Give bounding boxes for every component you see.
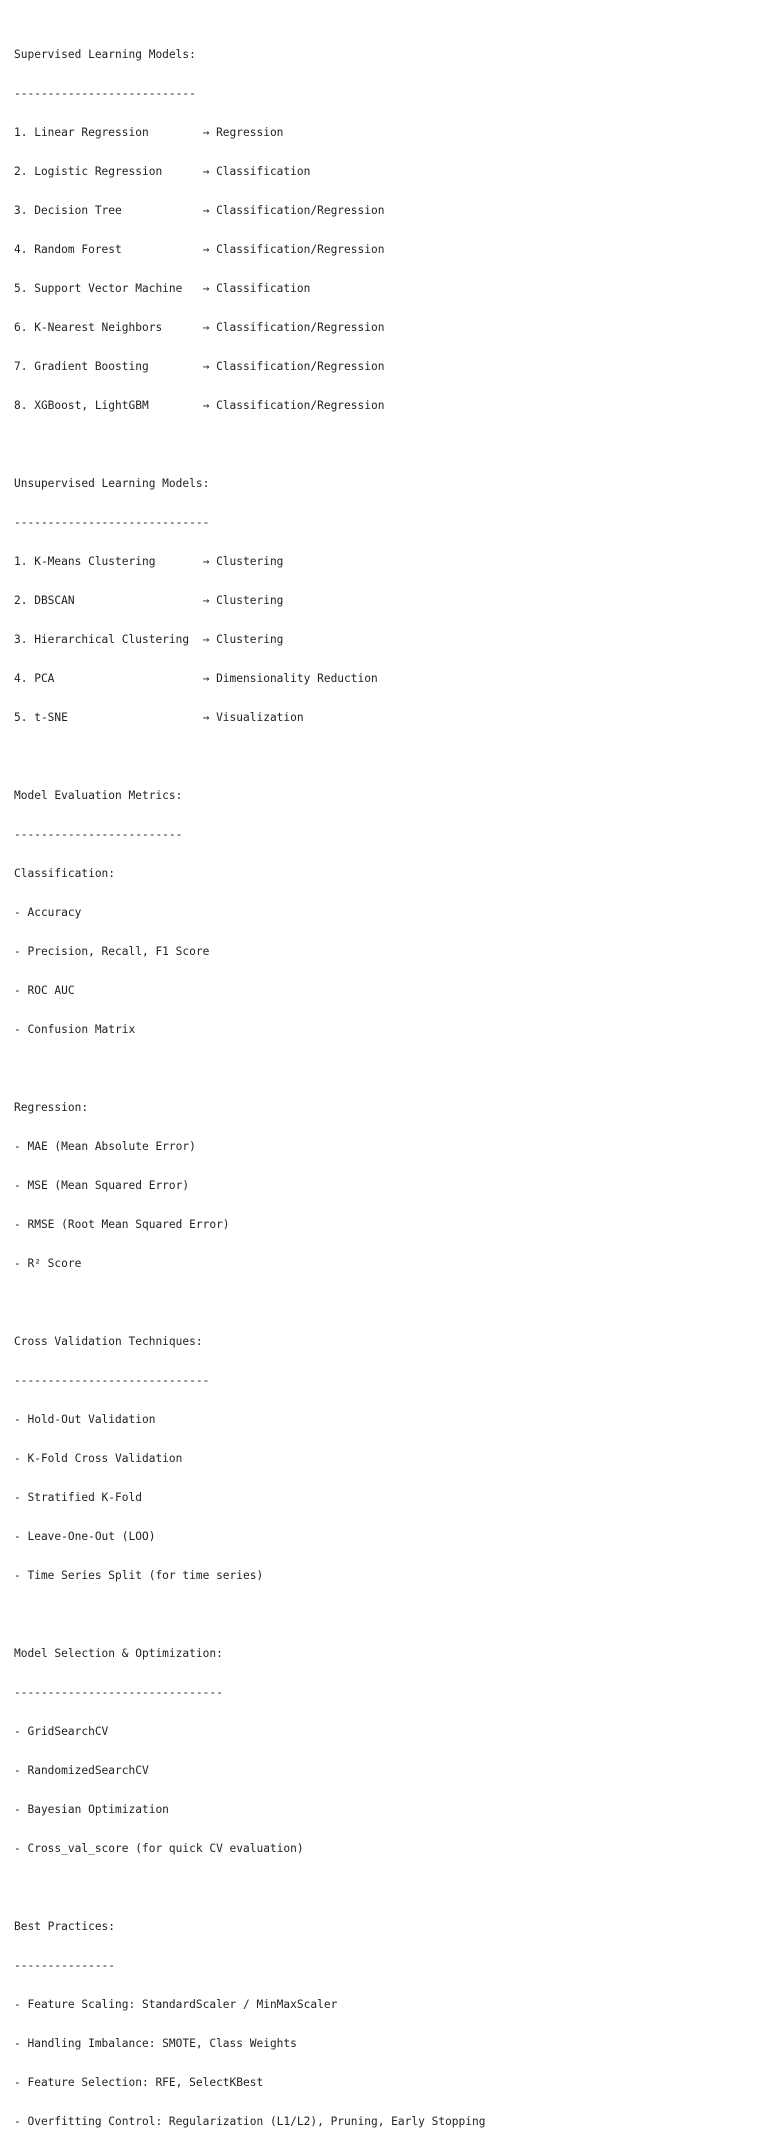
heading-cross-validation: Cross Validation Techniques: [14, 1335, 203, 1348]
heading-unsupervised: Unsupervised Learning Models: [14, 477, 210, 490]
list-item: - Feature Selection: RFE, SelectKBest [14, 2076, 264, 2089]
blank-line [14, 1881, 485, 1894]
list-item: - Time Series Split (for time series) [14, 1569, 264, 1582]
list-item: - Precision, Recall, F1 Score [14, 945, 210, 958]
divider: ----------------------------- [14, 516, 210, 529]
list-item: - GridSearchCV [14, 1725, 109, 1738]
list-item: 2. DBSCAN → Clustering [14, 594, 284, 607]
list-item: 7. Gradient Boosting → Classification/Regression [14, 360, 385, 373]
heading-model-selection: Model Selection & Optimization: [14, 1647, 223, 1660]
list-item: - Handling Imbalance: SMOTE, Class Weights [14, 2037, 297, 2050]
list-item: - RMSE (Root Mean Squared Error) [14, 1218, 230, 1231]
list-item: 3. Hierarchical Clustering → Clustering [14, 633, 284, 646]
list-item: - RandomizedSearchCV [14, 1764, 149, 1777]
list-item: - Confusion Matrix [14, 1023, 136, 1036]
subheading-classification: Classification: [14, 867, 116, 880]
blank-line [14, 438, 485, 451]
blank-line [14, 750, 485, 763]
list-item: - K-Fold Cross Validation [14, 1452, 183, 1465]
ml-cheatsheet-text [14, 22, 485, 2141]
subheading-regression: Regression: [14, 1101, 89, 1114]
list-item: 1. K-Means Clustering → Clustering [14, 555, 284, 568]
divider: ----------------------------- [14, 1374, 210, 1387]
divider: --------------------------- [14, 87, 196, 100]
list-item: 5. t-SNE → Visualization [14, 711, 304, 724]
list-item: - Cross_val_score (for quick CV evaluation) [14, 1842, 304, 1855]
list-item: - MSE (Mean Squared Error) [14, 1179, 190, 1192]
blank-line [14, 1608, 485, 1621]
blank-line [14, 1062, 485, 1075]
list-item: 4. Random Forest → Classification/Regression [14, 243, 385, 256]
list-item: 6. K-Nearest Neighbors → Classification/Regression [14, 321, 385, 334]
list-item: - Stratified K-Fold [14, 1491, 142, 1504]
heading-supervised: Supervised Learning Models: [14, 48, 196, 61]
list-item: - R² Score [14, 1257, 82, 1270]
divider: --------------- [14, 1959, 116, 1972]
list-item: - MAE (Mean Absolute Error) [14, 1140, 196, 1153]
heading-evaluation-metrics: Model Evaluation Metrics: [14, 789, 183, 802]
list-item: - Accuracy [14, 906, 82, 919]
list-item: 5. Support Vector Machine → Classification [14, 282, 311, 295]
list-item: 3. Decision Tree → Classification/Regression [14, 204, 385, 217]
heading-best-practices: Best Practices: [14, 1920, 116, 1933]
list-item: 4. PCA → Dimensionality Reduction [14, 672, 378, 685]
divider: ------------------------- [14, 828, 183, 841]
list-item: - ROC AUC [14, 984, 75, 997]
divider: ------------------------------- [14, 1686, 223, 1699]
list-item: - Feature Scaling: StandardScaler / MinMaxScaler [14, 1998, 338, 2011]
blank-line [14, 1296, 485, 1309]
list-item: 8. XGBoost, LightGBM → Classification/Regression [14, 399, 385, 412]
list-item: 1. Linear Regression → Regression [14, 126, 284, 139]
list-item: 2. Logistic Regression → Classification [14, 165, 311, 178]
list-item: - Overfitting Control: Regularization (L1/L2), Pruning, Early Stopping [14, 2115, 486, 2128]
list-item: - Leave-One-Out (LOO) [14, 1530, 156, 1543]
list-item: - Hold-Out Validation [14, 1413, 156, 1426]
list-item: - Bayesian Optimization [14, 1803, 169, 1816]
